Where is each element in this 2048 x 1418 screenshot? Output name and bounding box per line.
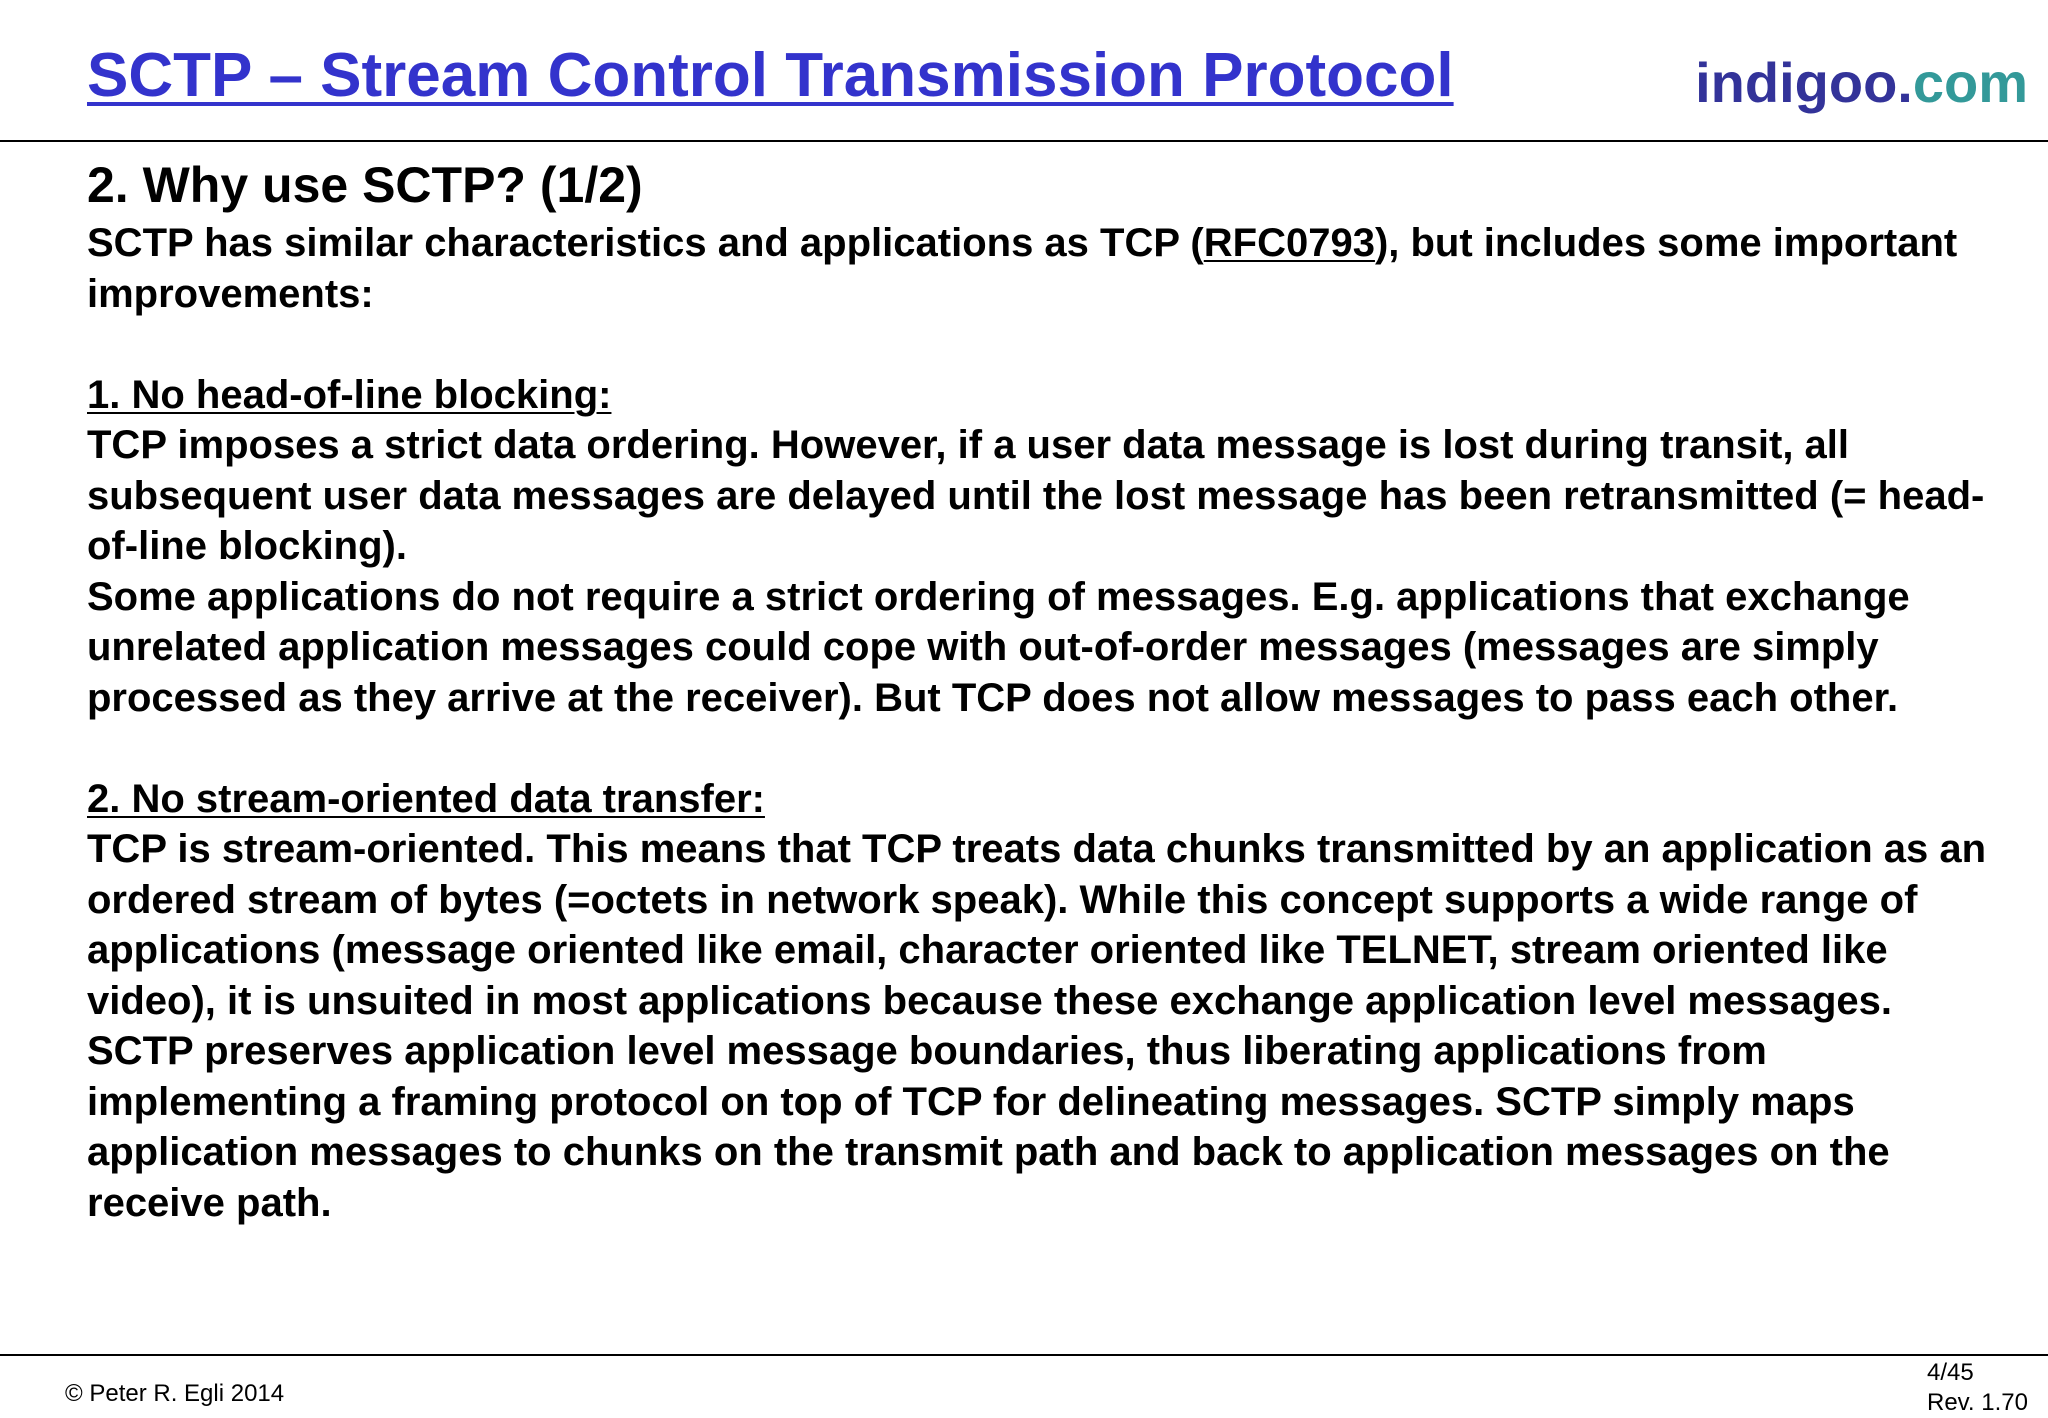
page-number: 4/45 bbox=[1927, 1359, 1974, 1386]
page-title-link[interactable]: SCTP – Stream Control Transmission Protocol bbox=[87, 41, 1454, 110]
point1-paragraph-2: Some applications do not require a strict ordering of messages. E.g. applications that exchange unrelated application messages could cope with out-of-order messages (messages are simply processed as they arrive at the receiver). But TCP does not allow messages to pass each other. bbox=[87, 574, 1910, 720]
header-divider bbox=[0, 140, 2048, 142]
slide-content bbox=[87, 156, 2022, 1228]
brand-logo-part2: com bbox=[1912, 51, 2028, 114]
rfc0793-link[interactable]: RFC0793 bbox=[1203, 221, 1375, 265]
footer-divider bbox=[0, 1354, 2048, 1356]
spacer bbox=[87, 319, 2022, 370]
point2-paragraph-2: SCTP preserves application level message boundaries, thus liberating applications from implementing a framing protocol on top of TCP for delineating messages. SCTP simply maps application messages to chunks on the transmit path and back to application messages on the receive path. bbox=[87, 1029, 1890, 1225]
section-heading: 2. Why use SCTP? (1/2) bbox=[87, 157, 643, 213]
copyright-notice: © Peter R. Egli 2014 bbox=[65, 1380, 285, 1407]
spacer bbox=[87, 723, 2022, 774]
intro-paragraph bbox=[87, 218, 2022, 319]
point1-paragraph-1: TCP imposes a strict data ordering. However, if a user data message is lost during transit, all subsequent user data messages are delayed until the lost message has been retransmitted (= head-of-line blocking). bbox=[87, 423, 1985, 568]
point2-paragraph-1: TCP is stream-oriented. This means that TCP treats data chunks transmitted by an application as an ordered stream of bytes (=octets in network speak). While this concept supports a wide range of applications (message oriented like email, character oriented like TELNET, stream oriented like video), it is unsuited in most applications because these exchange application level messages. bbox=[87, 827, 1987, 1023]
revision-label: Rev. 1.70 bbox=[1927, 1389, 2028, 1416]
point1-title: 1. No head-of-line blocking: bbox=[87, 372, 612, 417]
brand-logo bbox=[1695, 50, 2028, 115]
brand-logo-part1: indigoo. bbox=[1695, 51, 1913, 114]
intro-text-before: SCTP has similar characteristics and applications as TCP ( bbox=[87, 221, 1204, 265]
intro-text-after: ), but includes some important improvements: bbox=[87, 221, 1958, 316]
point2-title: 2. No stream-oriented data transfer: bbox=[87, 776, 765, 821]
